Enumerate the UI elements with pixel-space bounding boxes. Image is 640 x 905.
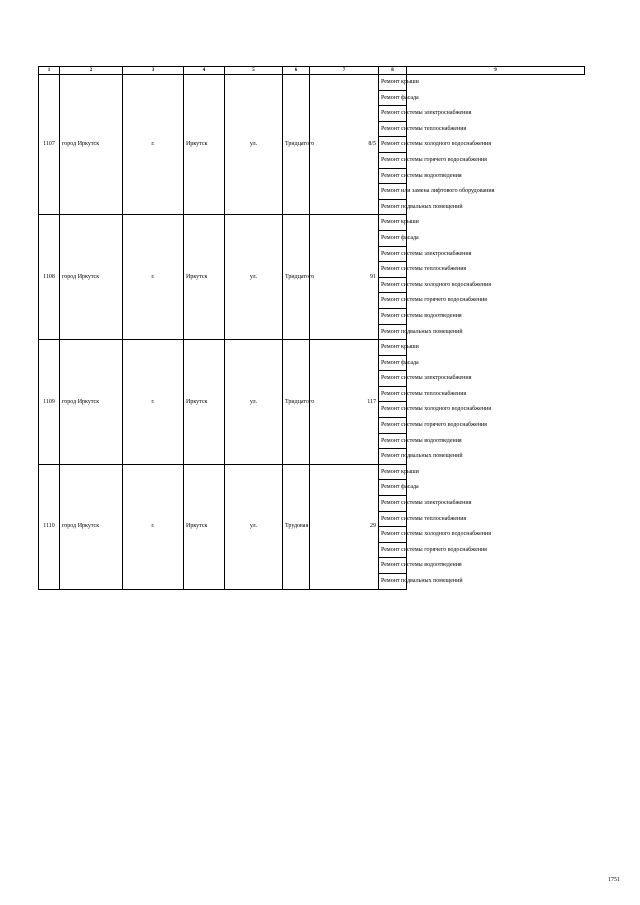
work-type-cell: Ремонт крыши xyxy=(379,215,407,231)
municipality-cell: город Иркутск xyxy=(60,464,123,589)
work-type-cell: Ремонт системы водоотведения xyxy=(379,558,407,574)
work-type-cell: Ремонт системы теплоснабжения xyxy=(379,511,407,527)
header-cell: 2 xyxy=(60,67,123,75)
row-number-cell: 1110 xyxy=(39,464,60,589)
house-number-cell: 117 xyxy=(310,340,379,465)
street-type-cell: ул. xyxy=(225,464,283,589)
row-number-cell: 1109 xyxy=(39,340,60,465)
work-type-cell: Ремонт системы электроснабжения xyxy=(379,246,407,262)
page-number: 1751 xyxy=(608,877,620,883)
municipality-cell: город Иркутск xyxy=(60,75,123,215)
work-type-cell: Ремонт фасада xyxy=(379,230,407,246)
header-cell: 7 xyxy=(310,67,379,75)
table-row xyxy=(39,340,585,356)
settlement-type-cell: г. xyxy=(123,215,184,340)
work-type-cell: Ремонт системы холодного водоснабжения xyxy=(379,402,407,418)
work-type-cell: Ремонт системы горячего водоснабжения xyxy=(379,542,407,558)
row-number-cell: 1108 xyxy=(39,215,60,340)
work-type-cell: Ремонт системы теплоснабжения xyxy=(379,121,407,137)
work-type-cell: Ремонт крыши xyxy=(379,75,407,91)
municipality-cell: город Иркутск xyxy=(60,215,123,340)
table-body xyxy=(39,75,585,590)
work-type-cell: Ремонт системы холодного водоснабжения xyxy=(379,277,407,293)
street-type-cell: ул. xyxy=(225,340,283,465)
header-row xyxy=(39,67,585,75)
table-row xyxy=(39,75,585,91)
header-cell: 6 xyxy=(283,67,310,75)
house-number-cell: 91 xyxy=(310,215,379,340)
header-cell: 4 xyxy=(184,67,225,75)
table-row xyxy=(39,464,585,480)
work-type-cell: Ремонт фасада xyxy=(379,355,407,371)
street-type-cell: ул. xyxy=(225,215,283,340)
street-type-cell: ул. xyxy=(225,75,283,215)
work-type-cell: Ремонт системы холодного водоснабжения xyxy=(379,137,407,153)
table-header xyxy=(39,67,585,75)
work-type-cell: Ремонт системы водоотведения xyxy=(379,168,407,184)
table-row xyxy=(39,215,585,231)
city-cell: Иркутск xyxy=(184,215,225,340)
work-type-cell: Ремонт системы электроснабжения xyxy=(379,106,407,122)
street-cell: Тридцатого xyxy=(283,215,310,340)
work-type-cell: Ремонт или замена лифтового оборудования xyxy=(379,184,407,200)
work-type-cell: Ремонт подвальных помещений xyxy=(379,574,407,590)
street-cell: Тридцатого xyxy=(283,340,310,465)
work-type-cell: Ремонт системы теплоснабжения xyxy=(379,386,407,402)
city-cell: Иркутск xyxy=(184,340,225,465)
work-type-cell: Ремонт системы водоотведения xyxy=(379,433,407,449)
work-type-cell: Ремонт фасада xyxy=(379,480,407,496)
city-cell: Иркутск xyxy=(184,464,225,589)
header-cell: 8 xyxy=(379,67,407,75)
city-cell: Иркутск xyxy=(184,75,225,215)
work-type-cell: Ремонт подвальных помещений xyxy=(379,324,407,340)
work-type-cell: Ремонт подвальных помещений xyxy=(379,199,407,215)
work-type-cell: Ремонт системы холодного водоснабжения xyxy=(379,527,407,543)
header-cell: 3 xyxy=(123,67,184,75)
settlement-type-cell: г. xyxy=(123,340,184,465)
house-number-cell: 29 xyxy=(310,464,379,589)
municipality-cell: город Иркутск xyxy=(60,340,123,465)
work-type-cell: Ремонт системы горячего водоснабжения xyxy=(379,418,407,434)
work-type-cell: Ремонт системы электроснабжения xyxy=(379,371,407,387)
register-table xyxy=(38,66,585,590)
house-number-cell: 8/5 xyxy=(310,75,379,215)
work-type-cell: Ремонт крыши xyxy=(379,340,407,356)
header-cell: 9 xyxy=(407,67,585,75)
work-type-cell: Ремонт крыши xyxy=(379,464,407,480)
settlement-type-cell: г. xyxy=(123,75,184,215)
work-type-cell: Ремонт системы горячего водоснабжения xyxy=(379,152,407,168)
work-type-cell: Ремонт системы водоотведения xyxy=(379,308,407,324)
work-type-cell: Ремонт подвальных помещений xyxy=(379,449,407,465)
work-type-cell: Ремонт системы электроснабжения xyxy=(379,496,407,512)
work-type-cell: Ремонт фасада xyxy=(379,90,407,106)
street-cell: Трудовая xyxy=(283,464,310,589)
header-cell: 1 xyxy=(39,67,60,75)
street-cell: Тридцатого xyxy=(283,75,310,215)
header-cell: 5 xyxy=(225,67,283,75)
settlement-type-cell: г. xyxy=(123,464,184,589)
work-type-cell: Ремонт системы теплоснабжения xyxy=(379,262,407,278)
work-type-cell: Ремонт системы горячего водоснабжения xyxy=(379,293,407,309)
row-number-cell: 1107 xyxy=(39,75,60,215)
